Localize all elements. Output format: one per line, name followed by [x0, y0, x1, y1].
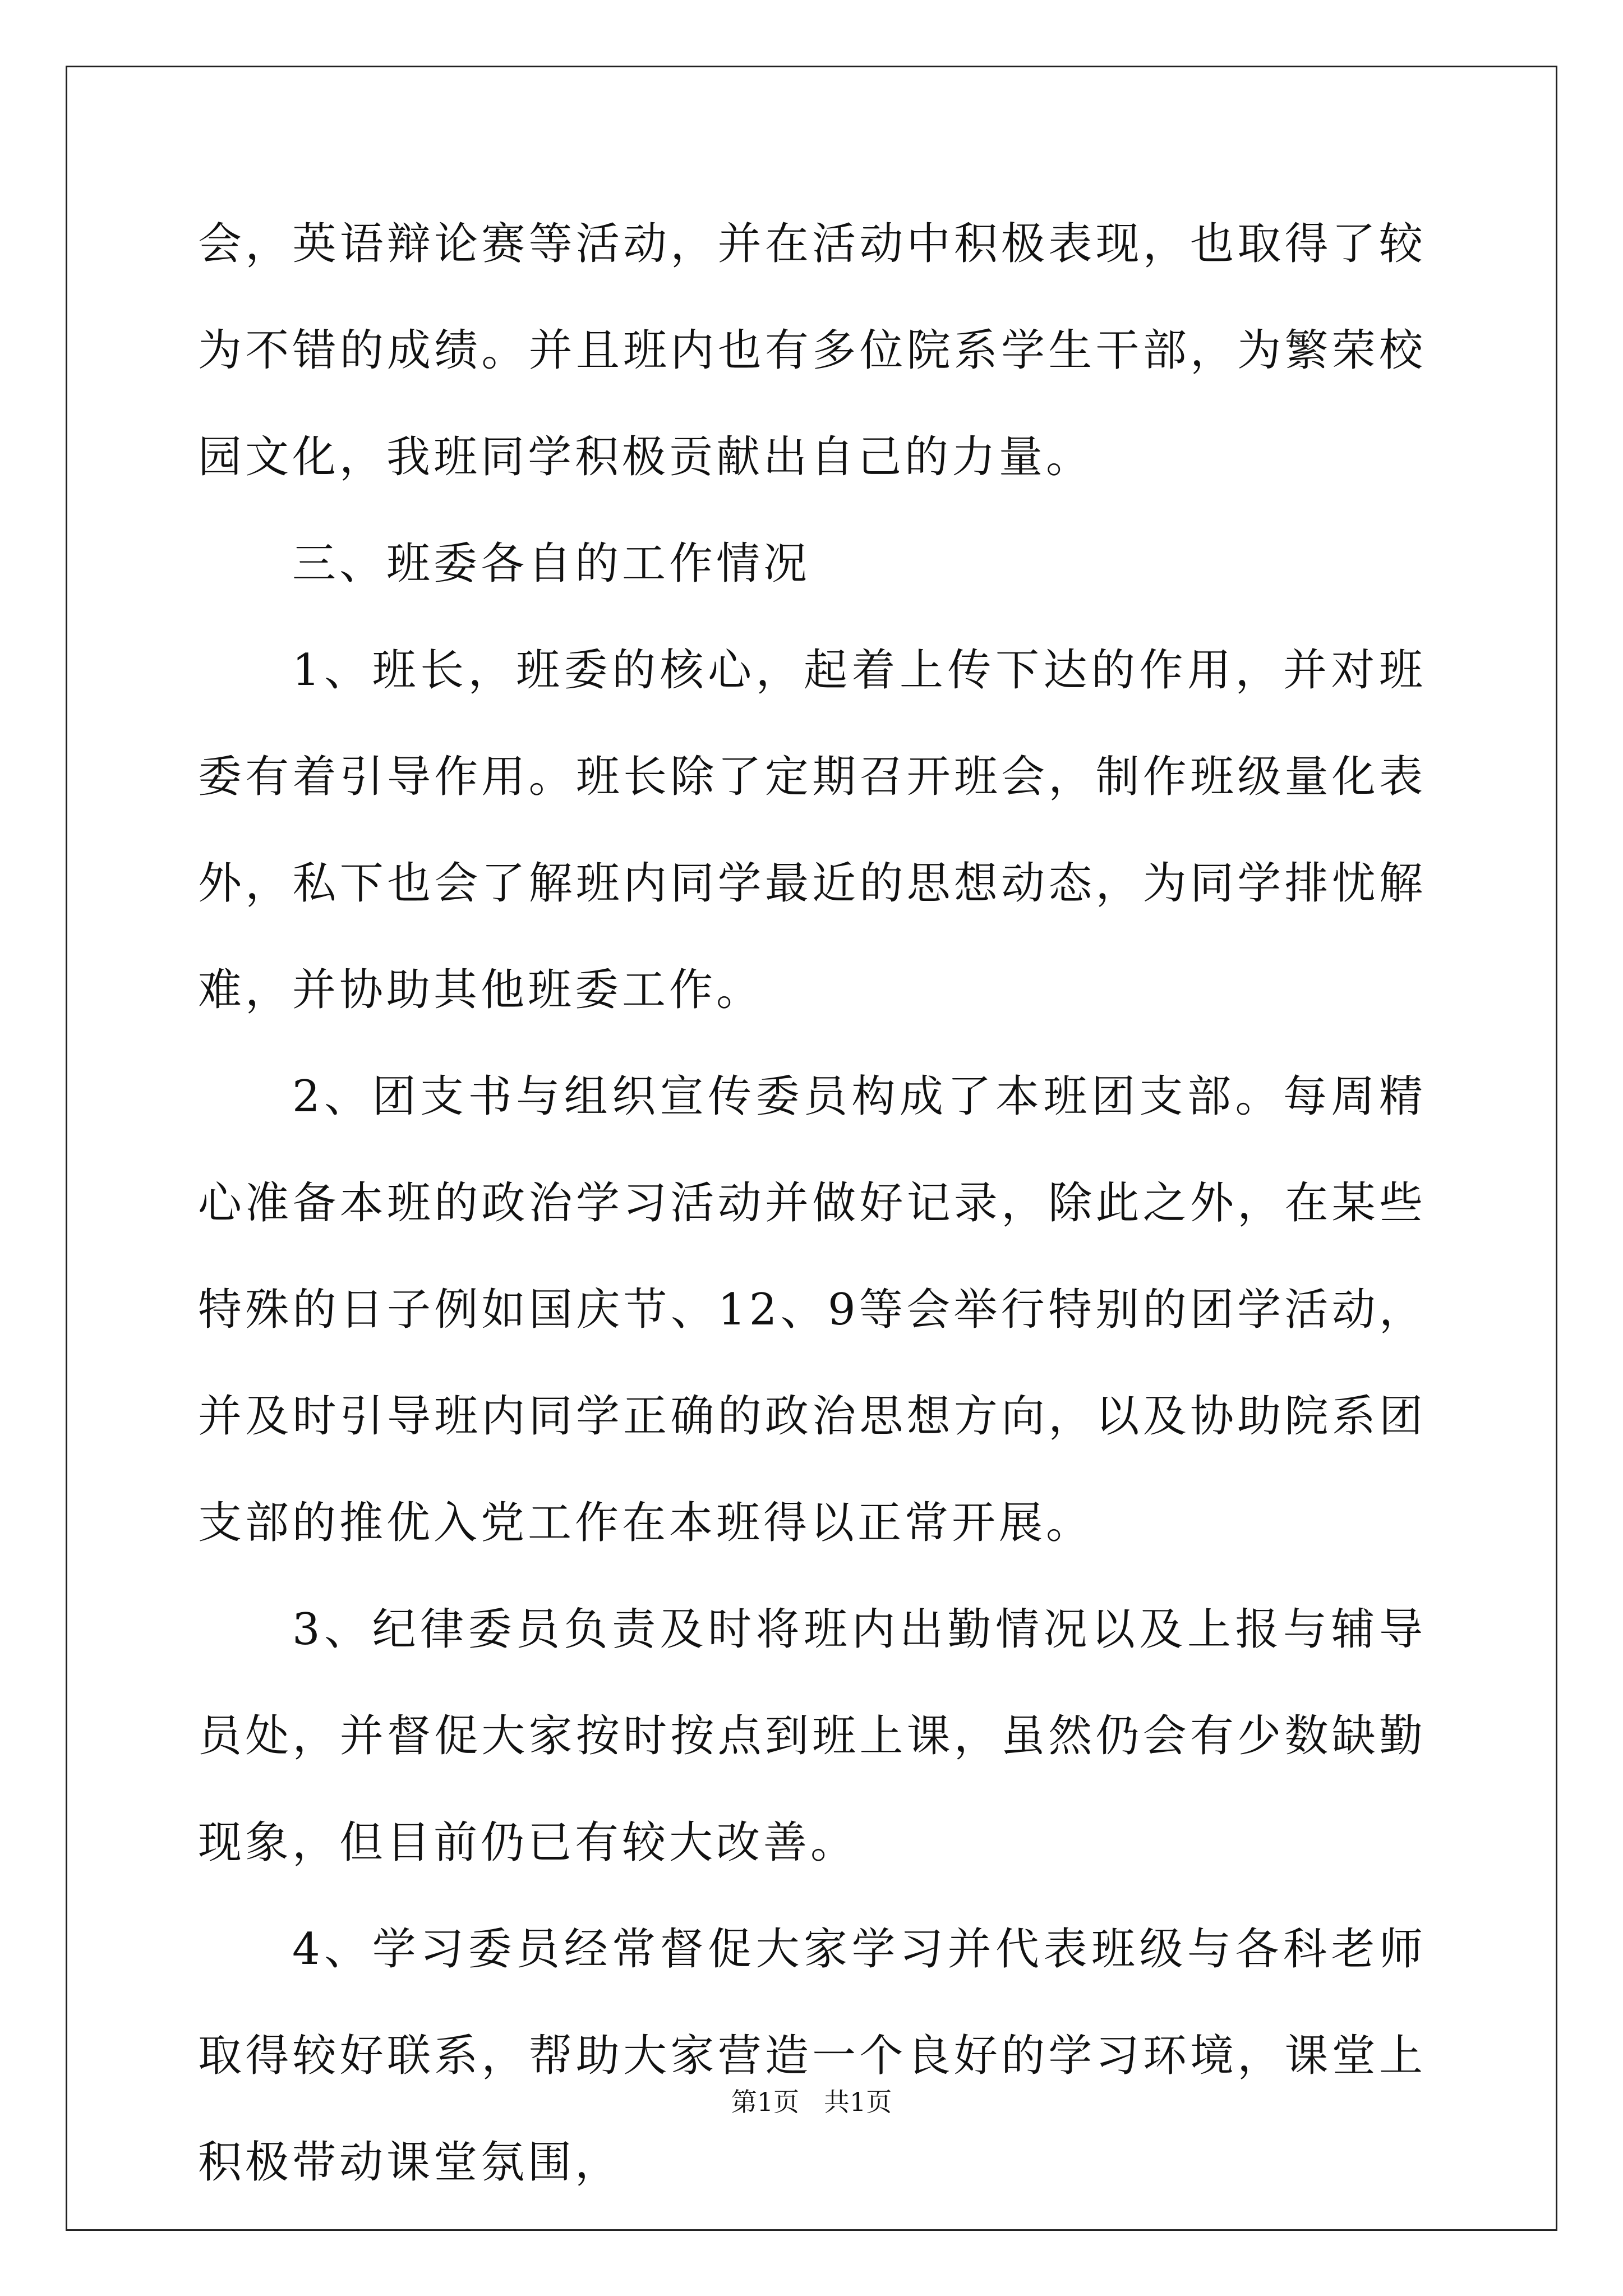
- page-number: 第1页: [731, 2087, 799, 2117]
- paragraph-continuation: 会，英语辩论赛等活动，并在活动中积极表现，也取得了较为不错的成绩。并且班内也有多位院系学生干部，为繁荣校园文化，我班同学积极贡献出自己的力量。: [198, 219, 1426, 482]
- paragraph-study-committee: 4、学习委员经常督促大家学习并代表班级与各科老师取得较好联系，帮助大家营造一个良好的学习环境，课堂上积极带动课堂氛围，: [198, 1924, 1426, 2188]
- paragraph-league-secretary: 2、团支书与组织宣传委员构成了本班团支部。每周精心准备本班的政治学习活动并做好记录，除此之外，在某些特殊的日子例如国庆节、12、9等会举行特别的团学活动，并及时引导班内同学正确的政治思想方向，以及协助院系团支部的推优入党工作在本班得以正常开展。: [198, 1071, 1426, 1548]
- document-body: [198, 191, 1426, 2216]
- paragraph-discipline-committee: 3、纪律委员负责及时将班内出勤情况以及上报与辅导员处，并督促大家按时按点到班上课，虽然仍会有少数缺勤现象，但目前仍已有较大改善。: [198, 1604, 1426, 1868]
- paragraph-monitor: 1、班长，班委的核心，起着上传下达的作用，并对班委有着引导作用。班长除了定期召开班会，制作班级量化表外，私下也会了解班内同学最近的思想动态，为同学排忧解难，并协助其他班委工作。: [198, 645, 1426, 1015]
- section-heading: 三、班委各自的工作情况: [292, 539, 811, 589]
- page-total: 共1页: [824, 2087, 892, 2117]
- page-footer: [0, 2085, 1623, 2119]
